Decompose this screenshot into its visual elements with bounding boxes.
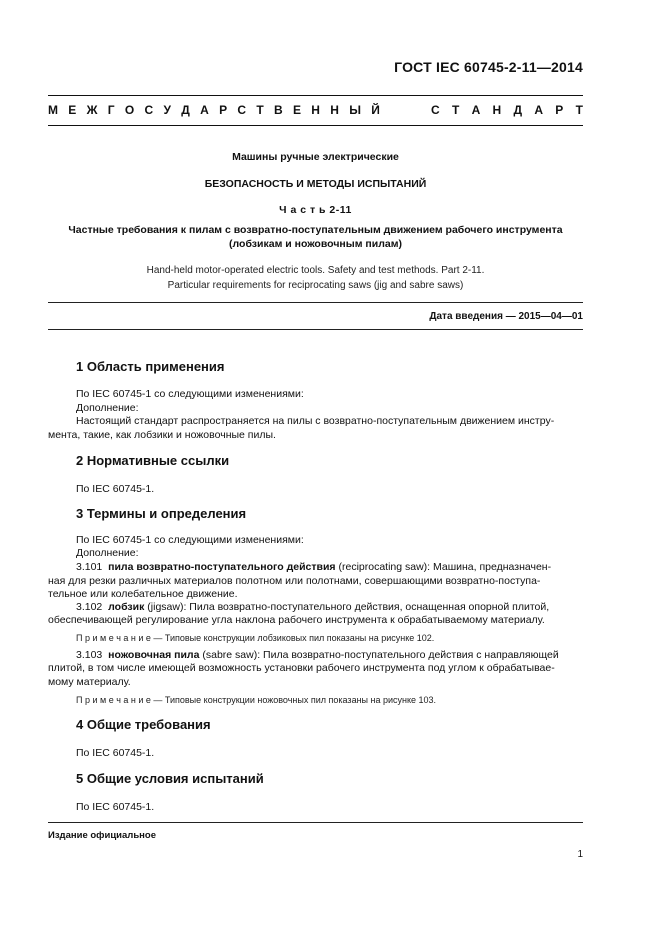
term-3-101: 3.101 пила возвратно-поступательного действия (reciprocating saw): Машина, предназначен- — [76, 561, 552, 573]
page-number: 1 — [577, 849, 583, 860]
title-line-1: Машины ручные электрические — [232, 151, 399, 163]
section-2-heading: 2 Нормативные ссылки — [76, 453, 230, 468]
part-label: Ч а с т ь 2-11 — [279, 204, 352, 216]
banner-word-standard: С Т А Н Д А Р Т — [431, 103, 583, 117]
document-number: ГОСТ IEC 60745-2-11—2014 — [394, 59, 583, 75]
banner-bottom-rule — [48, 125, 583, 126]
term-3-102-line: обеспечивающей регулирование угла наклона рабочего инструмента к обрабатываемому материалу. — [48, 614, 545, 626]
english-title-1: Hand-held motor-operated electric tools. Safety and test methods. Part 2-11. — [146, 265, 485, 276]
section-3-heading: 3 Термины и определения — [76, 506, 247, 521]
section-1-line: мента, такие, как лобзики и ножовочные пилы. — [48, 429, 276, 441]
term-name: лобзик — [108, 601, 145, 613]
note-figure-103: П р и м е ч а н и е — Типовые конструкции ножовочных пил показаны на рисунке 103. — [76, 695, 437, 705]
term-name: ножовочная пила — [108, 649, 200, 661]
date-top-rule — [48, 302, 583, 303]
date-bottom-rule — [48, 329, 583, 330]
section-3-line: По IEC 60745-1 со следующими изменениями: — [76, 534, 304, 546]
section-5-heading: 5 Общие условия испытаний — [76, 771, 264, 786]
section-1-line: Дополнение: — [76, 402, 139, 414]
term-3-103-line: мому материалу. — [48, 676, 131, 688]
term-3-102: 3.102 лобзик (jigsaw): Пила возвратно-поступательного действия, оснащенная опорной плитой, — [76, 601, 550, 613]
banner-interstate-standard — [48, 103, 583, 117]
title-line-2: БЕЗОПАСНОСТЬ И МЕТОДЫ ИСПЫТАНИЙ — [204, 178, 427, 190]
footer-rule — [48, 822, 583, 823]
term-3-103-line: плитой, в том числе имеющей возможность установки рабочего инструмента под углом к обрабатывае- — [48, 662, 555, 674]
section-4-heading: 4 Общие требования — [76, 717, 211, 732]
section-1-line: Настоящий стандарт распространяется на пилы с возвратно-поступательным движением инстру- — [76, 415, 555, 427]
banner-top-rule — [48, 95, 583, 96]
section-2-line: По IEC 60745-1. — [76, 483, 155, 495]
effective-date: Дата введения — 2015—04—01 — [429, 311, 583, 322]
banner-word-interstate: М Е Ж Г О С У Д А Р С Т В Е Н Н Ы Й — [48, 103, 380, 117]
english-title-2: Particular requirements for reciprocating saws (jig and sabre saws) — [167, 280, 464, 291]
term-3-103: 3.103 ножовочная пила (sabre saw): Пила возвратно-поступательного действия с направляющей — [76, 649, 559, 661]
section-4-line: По IEC 60745-1. — [76, 747, 155, 759]
term-3-101-line: тельное или колебательное движение. — [48, 588, 238, 600]
term-3-101-line: ная для резки различных материалов полотном или полотнами, совершающими возвратно-поступа- — [48, 575, 541, 587]
title-description-2: (лобзикам и ножовочным пилам) — [229, 238, 402, 250]
section-5-line: По IEC 60745-1. — [76, 801, 155, 813]
title-description-1: Частные требования к пилам с возвратно-поступательным движением рабочего инструмента — [68, 224, 563, 236]
section-3-line: Дополнение: — [76, 547, 139, 559]
section-1-line: По IEC 60745-1 со следующими изменениями: — [76, 388, 304, 400]
note-figure-102: П р и м е ч а н и е — Типовые конструкции лобзиковых пил показаны на рисунке 102. — [76, 633, 435, 643]
official-edition-label: Издание официальное — [48, 830, 156, 841]
term-name: пила возвратно-поступательного действия — [108, 561, 336, 573]
section-1-heading: 1 Область применения — [76, 359, 225, 374]
